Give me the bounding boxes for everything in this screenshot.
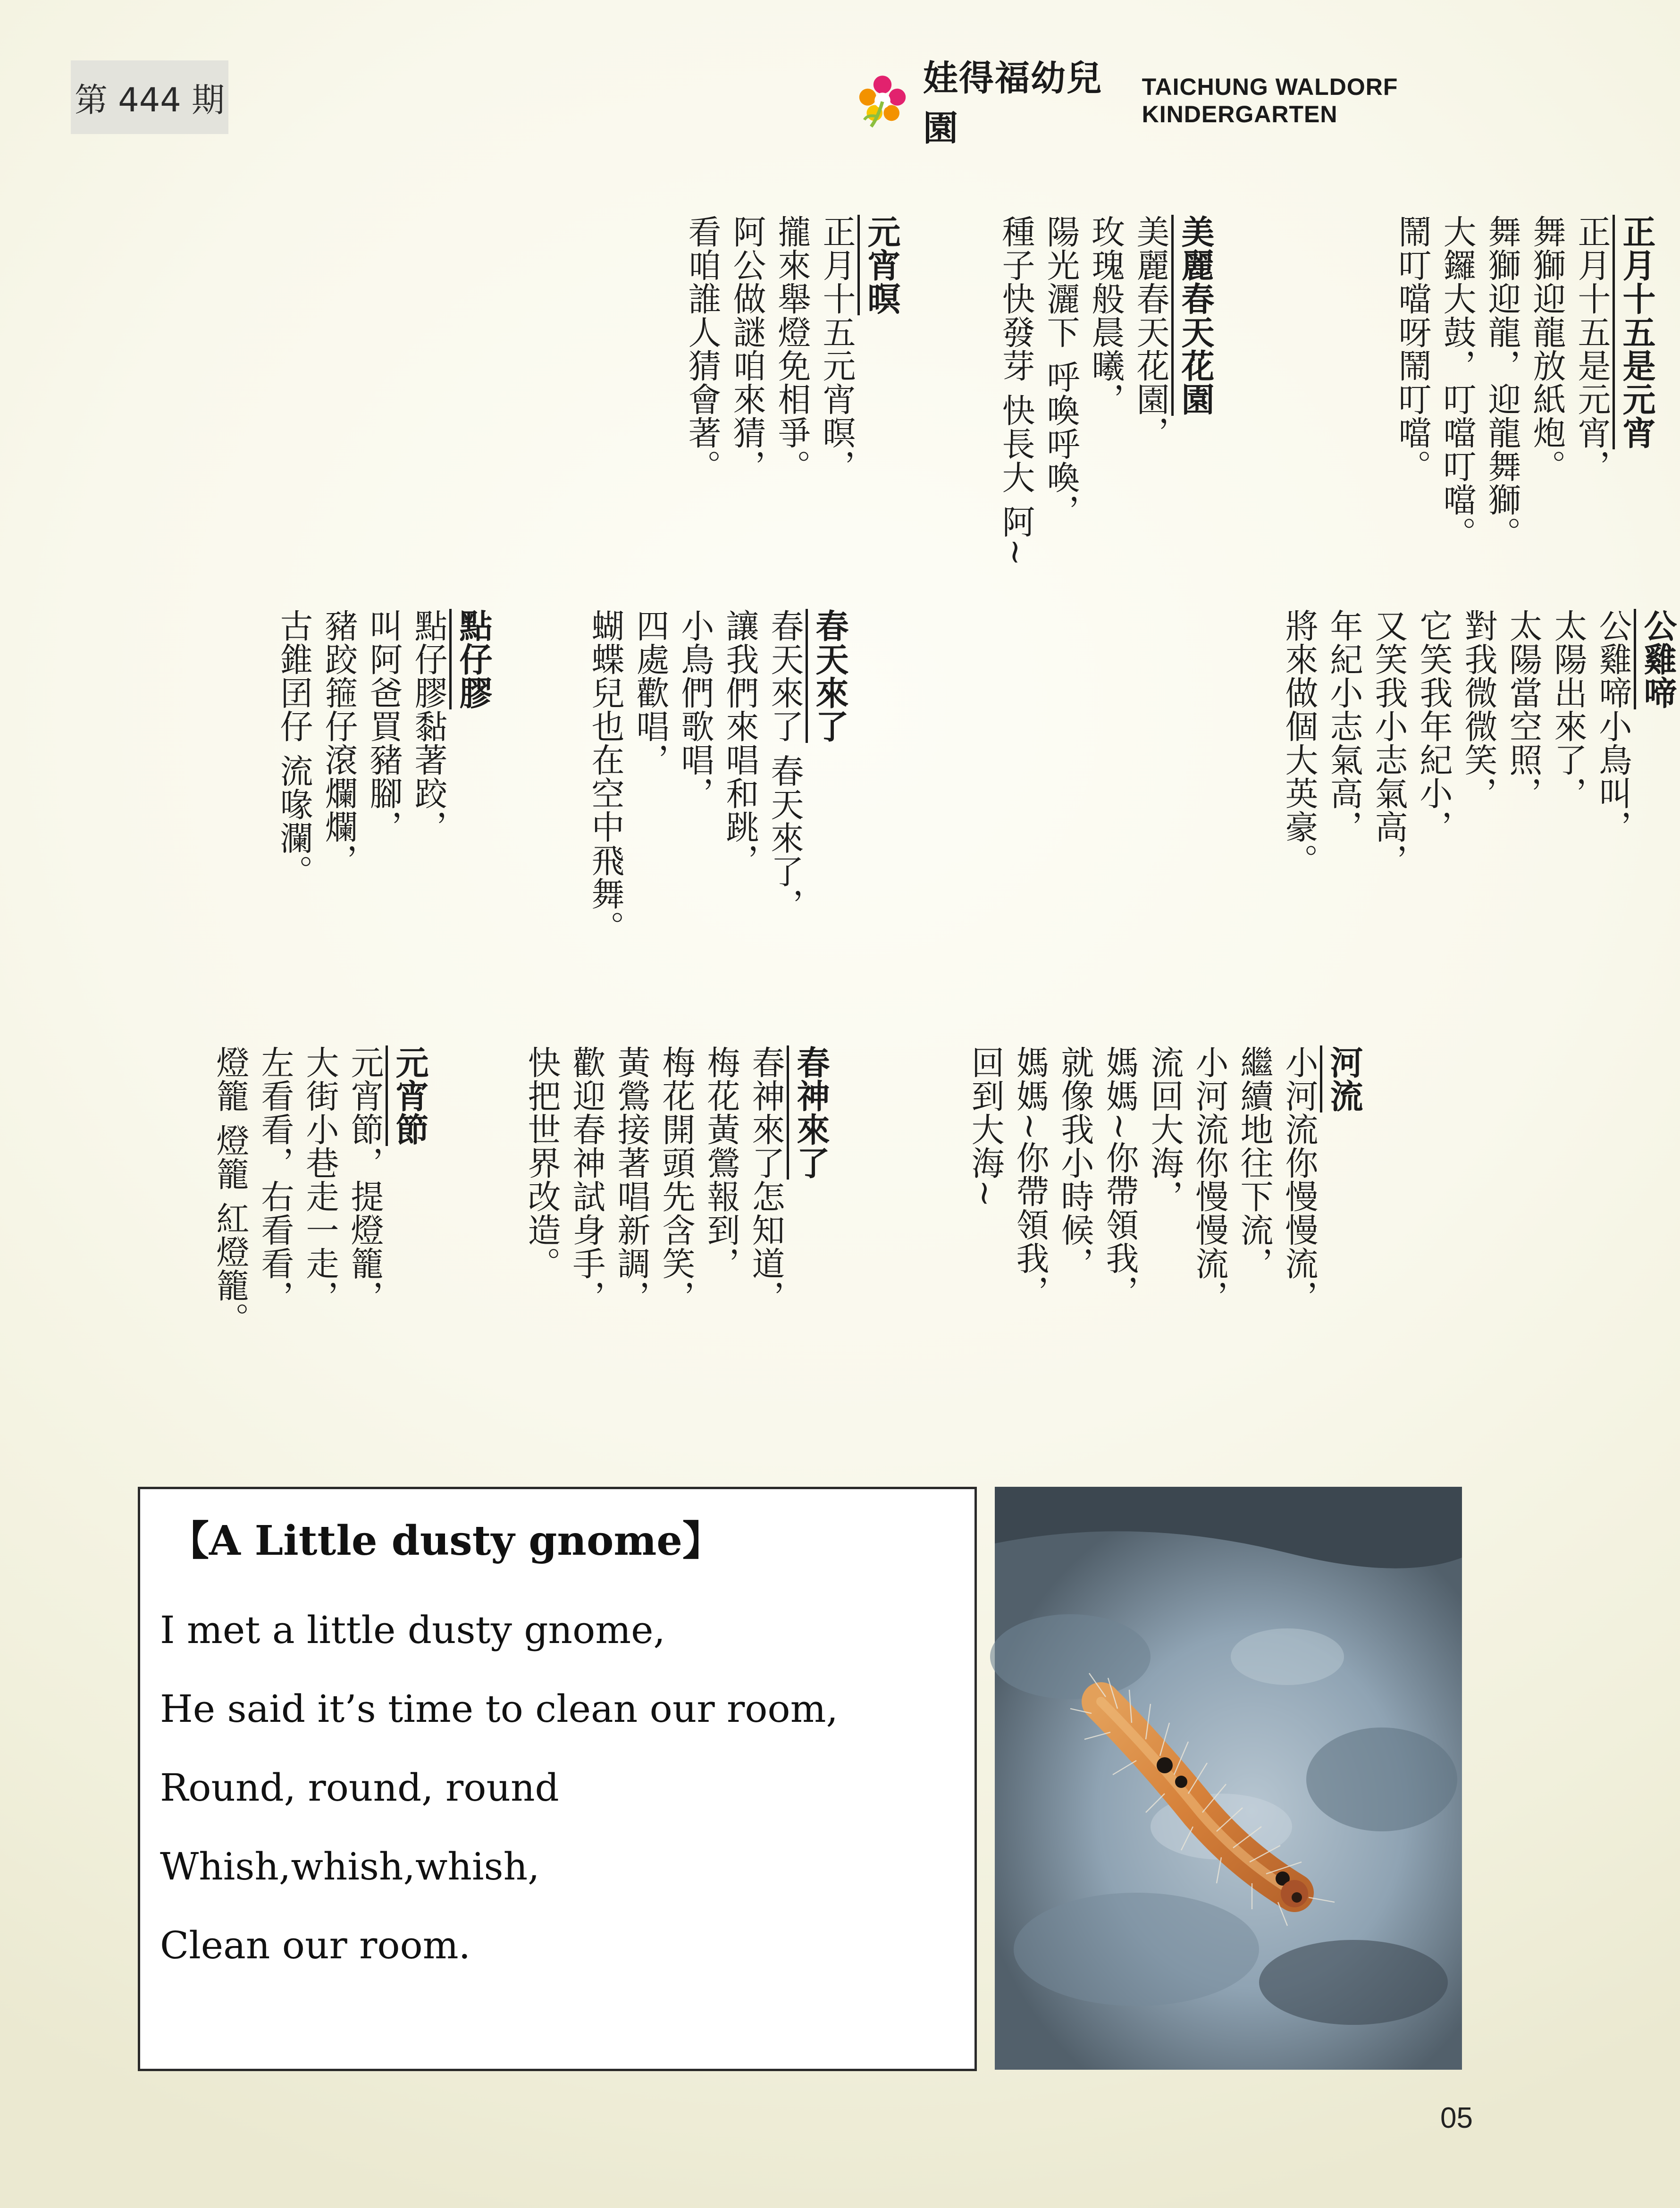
poem-zhengyue: [1390, 215, 1659, 550]
poem-title: 元宵暝: [862, 215, 901, 315]
poem-line: 看咱誰人猜會著。: [683, 215, 722, 483]
poem-line: 太陽出來了，: [1549, 609, 1588, 810]
poem-title: 美麗春天花園: [1176, 215, 1215, 416]
poem-title: 點仔膠: [454, 609, 493, 709]
english-poem-title: 【A Little dusty gnome】: [168, 1517, 723, 1565]
caterpillar-photo: [995, 1487, 1462, 2070]
poem-line: 梅花開頭先含笑，: [657, 1045, 696, 1314]
poem-line: 繼續地往下流，: [1235, 1045, 1274, 1280]
poem-line: 小河流你慢慢流，: [1280, 1045, 1319, 1314]
poem-line: 對我微微笑，: [1459, 609, 1498, 810]
poem-line: 讓我們來唱和跳，: [721, 609, 759, 877]
poem-line: 點仔膠黏著跤，: [409, 609, 448, 843]
english-poem-box: [138, 1487, 977, 2071]
poem-line: 豬跤箍仔滾爛爛，: [319, 609, 358, 877]
poem-line: 叫阿爸買豬腳，: [364, 609, 403, 843]
poem-line: 流回大海，: [1145, 1045, 1184, 1213]
issue-badge: 第 444 期: [71, 60, 228, 134]
english-poem-line: Round, round, round: [160, 1766, 559, 1810]
poem-title: 正月十五是元宵: [1617, 215, 1656, 449]
poem-line: 燈籠 燈籠 紅燈籠。: [211, 1045, 250, 1336]
poem-line: 快把世界改造。: [522, 1045, 561, 1280]
poem-title: 春神來了: [791, 1045, 830, 1180]
poem-rooster: [1277, 609, 1680, 877]
poem-river: [963, 1045, 1366, 1314]
poem-line: 蝴蝶兒也在空中飛舞。: [586, 609, 625, 944]
poem-spring-garden: [993, 215, 1218, 566]
poem-line: 媽媽~你帶領我，: [1011, 1045, 1050, 1308]
poem-line: 四處歡唱，: [631, 609, 670, 776]
poem-title: 河流: [1325, 1045, 1363, 1112]
poem-line: 大街小巷走一走，: [301, 1045, 339, 1314]
poem-line: 公雞啼小鳥叫，: [1594, 609, 1632, 843]
poem-line: 又笑我小志氣高，: [1369, 609, 1408, 877]
english-poem-lines: [160, 1591, 838, 1985]
poem-spring-god: [519, 1045, 833, 1314]
poem-yuanxiao-night: [680, 215, 904, 483]
poem-line: 古錐囝仔 流喙瀾。: [275, 609, 313, 888]
logo-english-name: TAICHUNG WALDORF KINDERGARTEN: [1142, 74, 1398, 127]
flower-logo-icon: [854, 72, 911, 129]
poem-line: 陽光灑下 呼喚呼喚，: [1042, 215, 1080, 528]
english-poem-line: Whish,whish,whish,: [160, 1845, 540, 1888]
poem-line: 舞獅迎龍，迎龍舞獅。: [1483, 215, 1521, 550]
poem-line: 黃鶯接著唱新調，: [612, 1045, 651, 1314]
poem-title: 春天來了: [810, 609, 849, 743]
poem-line: 小河流你慢慢流，: [1190, 1045, 1229, 1314]
poem-line: 媽媽~你帶領我，: [1100, 1045, 1139, 1308]
poem-spring-came: [583, 609, 852, 944]
english-poem-line: I met a little dusty gnome,: [160, 1608, 665, 1652]
poem-line: 回到大海~: [966, 1045, 1005, 1208]
poem-lantern-festival: [208, 1045, 432, 1336]
poem-line: 美麗春天花園，: [1131, 215, 1170, 449]
english-poem-line: Clean our room.: [160, 1923, 471, 1967]
poem-line: 左看看，右看看，: [256, 1045, 294, 1314]
poem-line: 歡迎春神試身手，: [567, 1045, 606, 1314]
poem-line: 太陽當空照，: [1504, 609, 1543, 810]
poem-line: 就像我小時候，: [1056, 1045, 1094, 1280]
poem-line: 梅花黃鶯報到，: [702, 1045, 740, 1280]
poem-line: 大鑼大鼓，叮噹叮噹。: [1438, 215, 1477, 550]
logo-chinese-name: 娃得福幼兒園: [923, 58, 1102, 149]
poem-line: 種子快發芽 快長大 阿~: [997, 215, 1035, 567]
poem-line: 年紀小志氣高，: [1325, 609, 1363, 843]
poem-line: 元宵節，提燈籠，: [345, 1045, 384, 1314]
poem-line: 將來做個大英豪。: [1280, 609, 1319, 877]
poem-line: 玫瑰般晨曦，: [1086, 215, 1125, 416]
poem-line: 攏來舉燈免相爭。: [773, 215, 811, 483]
poem-line: 它笑我年紀小，: [1414, 609, 1453, 843]
poem-line: 鬧叮噹呀鬧叮噹。: [1393, 215, 1432, 483]
poem-title: 公雞啼: [1638, 609, 1677, 709]
poem-line: 春神來了怎知道，: [747, 1045, 785, 1314]
poem-title: 元宵節: [390, 1045, 429, 1146]
poem-tar: [271, 609, 496, 888]
kindergarten-logo: [854, 58, 1574, 149]
poem-line: 小鳥們歌唱，: [676, 609, 714, 810]
poem-line: 舞獅迎龍放紙炮。: [1528, 215, 1566, 483]
poem-line: 正月十五元宵暝，: [817, 215, 856, 483]
poem-line: 正月十五是元宵，: [1572, 215, 1611, 483]
poem-line: 阿公做謎咱來猜，: [728, 215, 766, 483]
english-poem-line: He said it’s time to clean our room,: [160, 1687, 838, 1731]
page-number: 05: [1440, 2102, 1473, 2134]
poem-line: 春天來了 春天來了，: [765, 609, 804, 922]
